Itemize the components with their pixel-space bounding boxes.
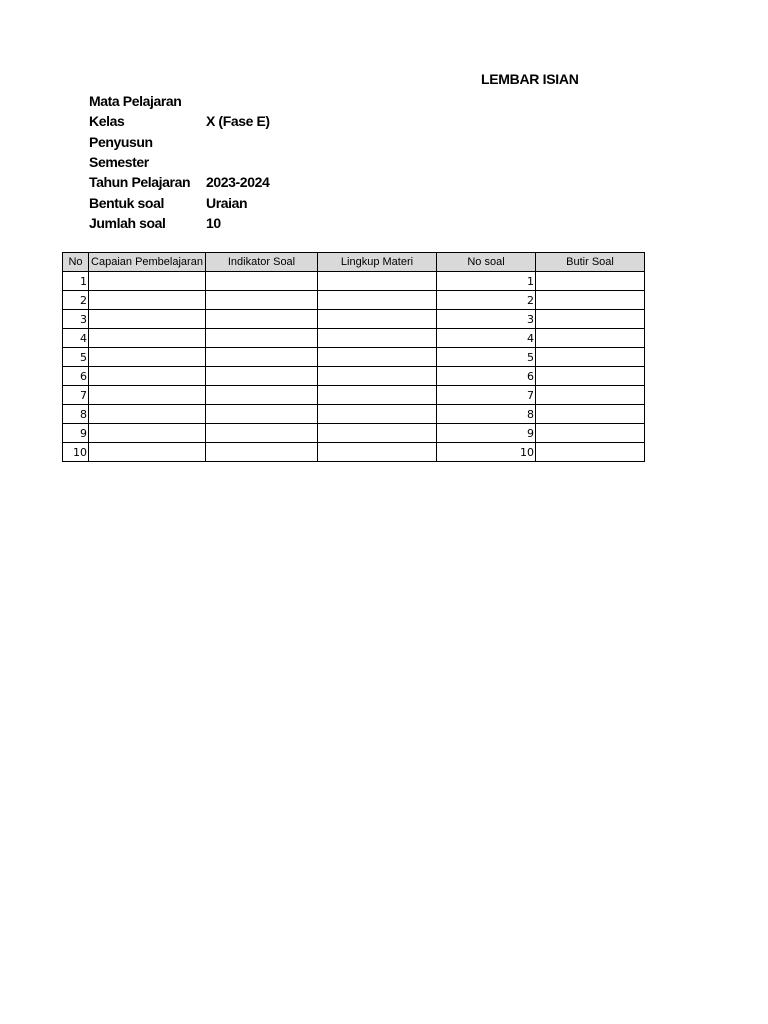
table-row <box>63 291 645 310</box>
cell-indikator-soal <box>206 443 318 462</box>
cell-no-soal: 8 <box>437 405 536 424</box>
table-row <box>63 386 645 405</box>
info-label: Penyusun <box>89 133 153 150</box>
cell-no-soal: 6 <box>437 367 536 386</box>
page-title: LEMBAR ISIAN <box>481 71 579 87</box>
cell-capaian-pembelajaran <box>89 310 206 329</box>
cell-capaian-pembelajaran <box>89 348 206 367</box>
cell-no: 7 <box>63 386 89 405</box>
column-header-capaian-pembelajaran: Capaian Pembelajaran <box>89 253 206 272</box>
cell-capaian-pembelajaran <box>89 291 206 310</box>
column-header-indikator-soal: Indikator Soal <box>206 253 318 272</box>
info-row-kelas <box>89 111 270 131</box>
info-row-bentuk-soal <box>89 192 270 212</box>
table-row <box>63 367 645 386</box>
cell-no-soal: 7 <box>437 386 536 405</box>
cell-butir-soal <box>536 272 645 291</box>
cell-no: 1 <box>63 272 89 291</box>
cell-indikator-soal <box>206 386 318 405</box>
info-value: 10 <box>206 214 221 231</box>
table-row <box>63 310 645 329</box>
cell-lingkup-materi <box>318 348 437 367</box>
cell-butir-soal <box>536 386 645 405</box>
cell-lingkup-materi <box>318 405 437 424</box>
cell-butir-soal <box>536 348 645 367</box>
cell-no-soal: 1 <box>437 272 536 291</box>
cell-lingkup-materi <box>318 443 437 462</box>
info-value: Uraian <box>206 194 248 211</box>
table-row <box>63 405 645 424</box>
cell-indikator-soal <box>206 272 318 291</box>
cell-no: 9 <box>63 424 89 443</box>
table-row <box>63 443 645 462</box>
cell-lingkup-materi <box>318 367 437 386</box>
cell-indikator-soal <box>206 348 318 367</box>
info-row-semester <box>89 152 270 172</box>
cell-no-soal: 5 <box>437 348 536 367</box>
cell-capaian-pembelajaran <box>89 443 206 462</box>
cell-no: 5 <box>63 348 89 367</box>
info-label: Tahun Pelajaran <box>89 174 191 191</box>
cell-butir-soal <box>536 310 645 329</box>
info-label: Mata Pelajaran <box>89 93 182 110</box>
table-row <box>63 348 645 367</box>
cell-indikator-soal <box>206 310 318 329</box>
cell-capaian-pembelajaran <box>89 272 206 291</box>
cell-butir-soal <box>536 367 645 386</box>
info-value: 2023-2024 <box>206 174 270 191</box>
cell-butir-soal <box>536 329 645 348</box>
table-row <box>63 272 645 291</box>
cell-lingkup-materi <box>318 291 437 310</box>
info-value: X (Fase E) <box>206 113 270 130</box>
info-block <box>89 91 270 233</box>
cell-indikator-soal <box>206 405 318 424</box>
cell-no: 8 <box>63 405 89 424</box>
cell-butir-soal <box>536 443 645 462</box>
column-header-no-soal: No soal <box>437 253 536 272</box>
cell-capaian-pembelajaran <box>89 329 206 348</box>
table-header-row <box>63 253 645 272</box>
column-header-no: No <box>63 253 89 272</box>
question-grid-table <box>62 252 645 462</box>
cell-lingkup-materi <box>318 329 437 348</box>
info-row-mata-pelajaran <box>89 91 270 111</box>
table-row <box>63 329 645 348</box>
cell-no-soal: 4 <box>437 329 536 348</box>
cell-butir-soal <box>536 424 645 443</box>
cell-capaian-pembelajaran <box>89 405 206 424</box>
cell-no-soal: 3 <box>437 310 536 329</box>
column-header-lingkup-materi: Lingkup Materi <box>318 253 437 272</box>
column-header-butir-soal: Butir Soal <box>536 253 645 272</box>
info-label: Kelas <box>89 113 125 130</box>
cell-capaian-pembelajaran <box>89 424 206 443</box>
cell-indikator-soal <box>206 367 318 386</box>
cell-indikator-soal <box>206 424 318 443</box>
info-row-penyusun <box>89 132 270 152</box>
cell-no-soal: 10 <box>437 443 536 462</box>
cell-no: 3 <box>63 310 89 329</box>
info-label: Jumlah soal <box>89 214 166 231</box>
cell-no: 4 <box>63 329 89 348</box>
table-row <box>63 424 645 443</box>
cell-no-soal: 9 <box>437 424 536 443</box>
info-row-tahun-pelajaran <box>89 172 270 192</box>
info-label: Semester <box>89 154 149 171</box>
cell-indikator-soal <box>206 329 318 348</box>
cell-butir-soal <box>536 405 645 424</box>
cell-no-soal: 2 <box>437 291 536 310</box>
cell-no: 10 <box>63 443 89 462</box>
cell-capaian-pembelajaran <box>89 386 206 405</box>
cell-butir-soal <box>536 291 645 310</box>
cell-lingkup-materi <box>318 272 437 291</box>
cell-indikator-soal <box>206 291 318 310</box>
info-label: Bentuk soal <box>89 194 164 211</box>
cell-lingkup-materi <box>318 424 437 443</box>
cell-capaian-pembelajaran <box>89 367 206 386</box>
cell-no: 6 <box>63 367 89 386</box>
info-row-jumlah-soal <box>89 213 270 233</box>
cell-lingkup-materi <box>318 386 437 405</box>
cell-no: 2 <box>63 291 89 310</box>
cell-lingkup-materi <box>318 310 437 329</box>
